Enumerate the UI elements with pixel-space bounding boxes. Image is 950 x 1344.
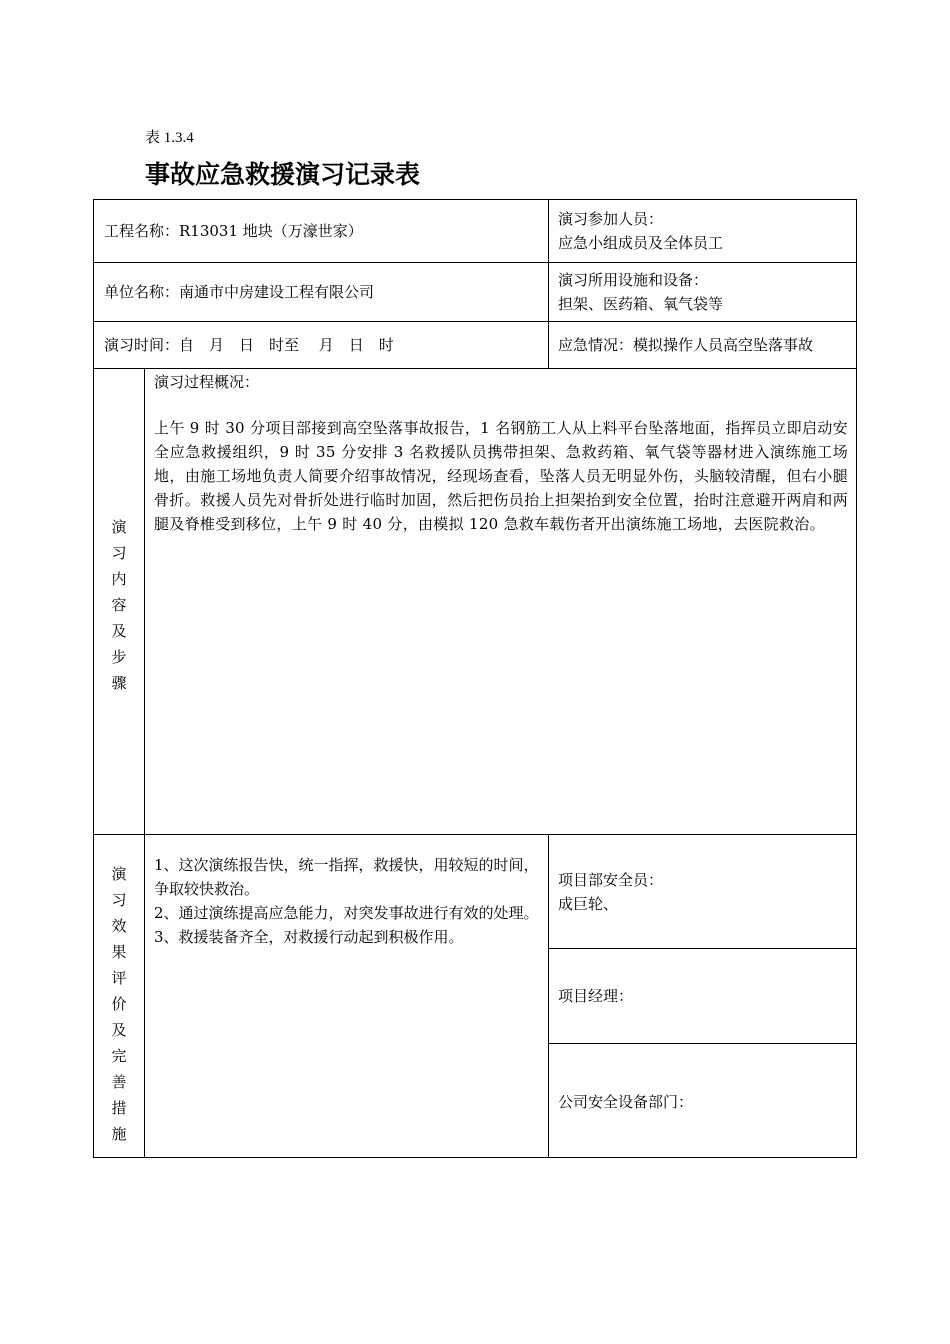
safety-officer-cell xyxy=(558,868,852,916)
col-divider xyxy=(144,368,145,1157)
col-divider xyxy=(548,200,549,368)
row-divider xyxy=(94,834,856,835)
safety-officer-label: 项目部安全员： xyxy=(558,871,664,889)
process-label: 演习过程概况： xyxy=(154,373,260,391)
emergency-situation-text: 应急情况：模拟操作人员高空坠落事故 xyxy=(558,335,814,354)
row-divider xyxy=(94,368,856,369)
participants-cell xyxy=(558,207,852,255)
emergency-situation xyxy=(558,321,854,368)
evaluation-list xyxy=(154,853,542,949)
table-number: 表 1.3.4 xyxy=(145,130,194,146)
sign-divider xyxy=(548,948,856,949)
drill-record-form xyxy=(93,199,857,1158)
evaluation-side-label: 演习效果评价及完善措施 xyxy=(111,865,127,1143)
process-text: 上午 9 时 30 分项目部接到高空坠落事故报告，1 名钢筋工人从上料平台坠落地面，指挥员立即启动安全应急救援组织，9 时 35 分安排 3 名救援队员携带担架、急救药箱、氧气袋等器材进入演练施工场地，由施工场地负责人简要介绍事故情况，经现场查看，坠落人员无明显外伤，头脑较清醒，但右小腿骨折。救援人员先对骨折处进行临时加固，然后把伤员抬上担架抬到安全位置，抬时注意避开两肩和两腿及脊椎受到移位，上午 9 时 40 分，由模拟 120 急救车载伤者开出演练施工场地，去医院救治。 xyxy=(154,419,848,533)
project-manager-label: 项目经理： xyxy=(558,987,634,1005)
col-divider xyxy=(548,834,549,1157)
project-name-text: 工程名称：R13031 地块（万濠世家） xyxy=(104,222,363,240)
safety-officer-value: 成巨轮、 xyxy=(558,895,619,913)
participants-value: 应急小组成员及全体员工 xyxy=(558,234,724,252)
document-title: 事故应急救援演习记录表 xyxy=(145,160,421,189)
drill-time xyxy=(104,321,544,368)
evaluation-item: 3、救援装备齐全，对救援行动起到积极作用。 xyxy=(154,928,464,946)
drill-time-text: 演习时间：自 月 日 时至 月 日 时 xyxy=(104,335,394,354)
evaluation-item: 2、通过演练提高应急能力，对突发事故进行有效的处理。 xyxy=(154,904,539,922)
equipment-label: 演习所用设施和设备： xyxy=(558,271,709,289)
unit-name xyxy=(104,262,544,321)
unit-name-text: 单位名称：南通市中房建设工程有限公司 xyxy=(104,282,375,301)
equipment-cell xyxy=(558,268,852,316)
equipment-value: 担架、医药箱、氧气袋等 xyxy=(558,295,724,313)
evaluation-item: 1、这次演练报告快，统一指挥，救援快，用较短的时间，争取较快救治。 xyxy=(154,856,539,898)
sign-divider xyxy=(548,1043,856,1044)
project-name xyxy=(104,200,544,262)
content-side-label: 演习内容及步骤 xyxy=(111,518,127,692)
company-safety-dept-label: 公司安全设备部门： xyxy=(558,1093,694,1111)
participants-label: 演习参加人员： xyxy=(558,210,664,228)
